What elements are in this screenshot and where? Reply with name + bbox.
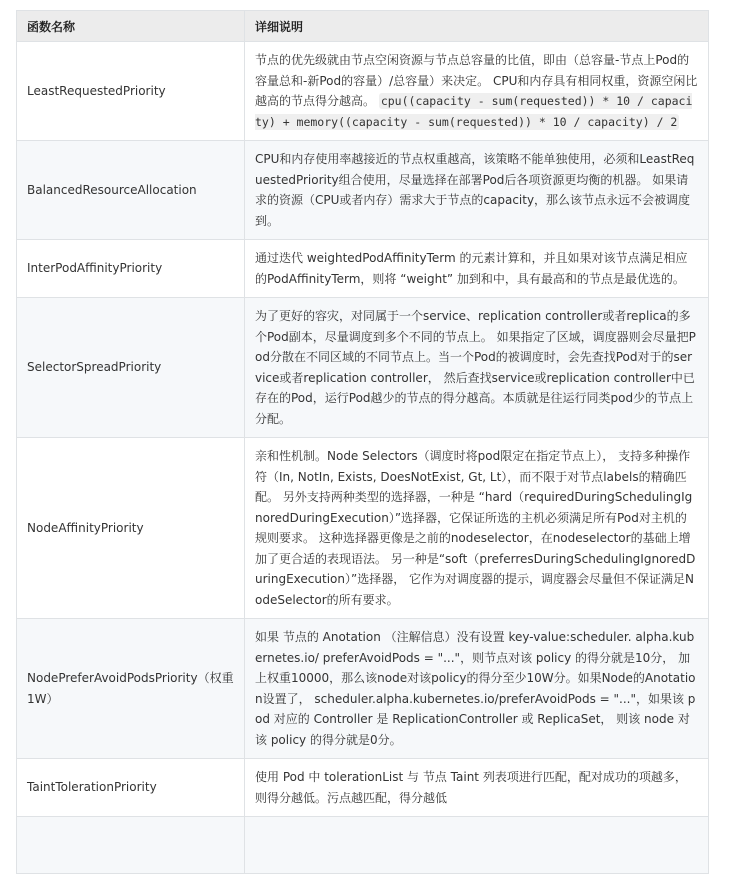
- description-text: 节点的优先级就由节点空闲资源与节点总容量的比值，即由（总容量-节点上Pod的容量总和-新Pod的容量）/总容量）来决定。 CPU和内存具有相同权重，资源空闲比越高的节点得分越高。: [255, 53, 698, 108]
- formula-code: cpu((capacity - sum(requested)) * 10 / capacity) + memory((capacity - sum(requested)) * 10 / capacity) / 2: [255, 94, 693, 129]
- table-row: [17, 240, 709, 298]
- function-name-cell: LeastRequestedPriority: [17, 42, 245, 141]
- priority-functions-table-container: [16, 10, 708, 874]
- priority-functions-table: [16, 10, 709, 874]
- table-row-partial: [17, 817, 709, 874]
- description-cell: 亲和性机制。Node Selectors（调度时将pod限定在指定节点上）， 支持多种操作符（In, NotIn, Exists, DoesNotExist, Gt, Lt），而不限于对节点labels的精确匹配。 另外支持两种类型的选择器，一种是 “hard（requiredDuringSchedulingIgnoredDuringExecution）”选择器，它保证所选的主机必须满足所有Pod对主机的规则要求。 这种选择器更像是之前的nodeselector，在nodeselector的基础上增加了更合适的表现语法。 另一种是“soft（preferresDuringSchedulingIgnoredDuringExecution）”选择器， 它作为对调度器的提示，调度器会尽量但不保证满足NodeSelector的所有要求。: [245, 438, 709, 619]
- function-name-cell-empty: [17, 817, 245, 874]
- description-cell-empty: [245, 817, 709, 874]
- description-cell: 如果 节点的 Anotation （注解信息）没有设置 key-value:scheduler. alpha.kubernetes.io/ preferAvoidPods = "..."，则节点对该 policy 的得分就是10分， 加上权重10000，那么该node对该policy的得分至少10W分。如果Node的Anotation设置了， scheduler.alpha.kubernetes.io/preferAvoidPods = "..."，如果该 pod 对应的 Controller 是 ReplicationController 或 ReplicaSet， 则该 node 对该 policy 的得分就是0分。: [245, 619, 709, 759]
- column-header-function-name: 函数名称: [17, 11, 245, 42]
- function-name-cell: TaintTolerationPriority: [17, 759, 245, 817]
- description-cell: CPU和内存使用率越接近的节点权重越高，该策略不能单独使用，必须和LeastRequestedPriority组合使用，尽量选择在部署Pod后各项资源更均衡的机器。 如果请求的资源（CPU或者内存）需求大于节点的capacity，那么该节点永远不会被调度到。: [245, 141, 709, 240]
- description-cell: [245, 42, 709, 141]
- table-row: [17, 298, 709, 438]
- function-name-cell: NodeAffinityPriority: [17, 438, 245, 619]
- description-cell: 为了更好的容灾，对同属于一个service、replication controller或者replica的多个Pod副本，尽量调度到多个不同的节点上。 如果指定了区域，调度器则会尽量把Pod分散在不同区域的不同节点上。当一个Pod的被调度时，会先查找Pod对于的service或者replication controller， 然后查找service或replication controller中已存在的Pod，运行Pod越少的节点的得分越高。本质就是往运行同类pod少的节点上分配。: [245, 298, 709, 438]
- table-row: [17, 438, 709, 619]
- function-name-cell: BalancedResourceAllocation: [17, 141, 245, 240]
- table-row: [17, 619, 709, 759]
- column-header-description: 详细说明: [245, 11, 709, 42]
- function-name-cell: NodePreferAvoidPodsPriority（权重1W）: [17, 619, 245, 759]
- table-row: [17, 141, 709, 240]
- description-cell: 通过迭代 weightedPodAffinityTerm 的元素计算和，并且如果对该节点满足相应的PodAffinityTerm，则将 “weight” 加到和中，具有最高和的节点是最优选的。: [245, 240, 709, 298]
- function-name-cell: SelectorSpreadPriority: [17, 298, 245, 438]
- table-row: [17, 42, 709, 141]
- table-row: [17, 759, 709, 817]
- table-header-row: [17, 11, 709, 42]
- function-name-cell: InterPodAffinityPriority: [17, 240, 245, 298]
- description-cell: 使用 Pod 中 tolerationList 与 节点 Taint 列表项进行匹配，配对成功的项越多，则得分越低。污点越匹配，得分越低: [245, 759, 709, 817]
